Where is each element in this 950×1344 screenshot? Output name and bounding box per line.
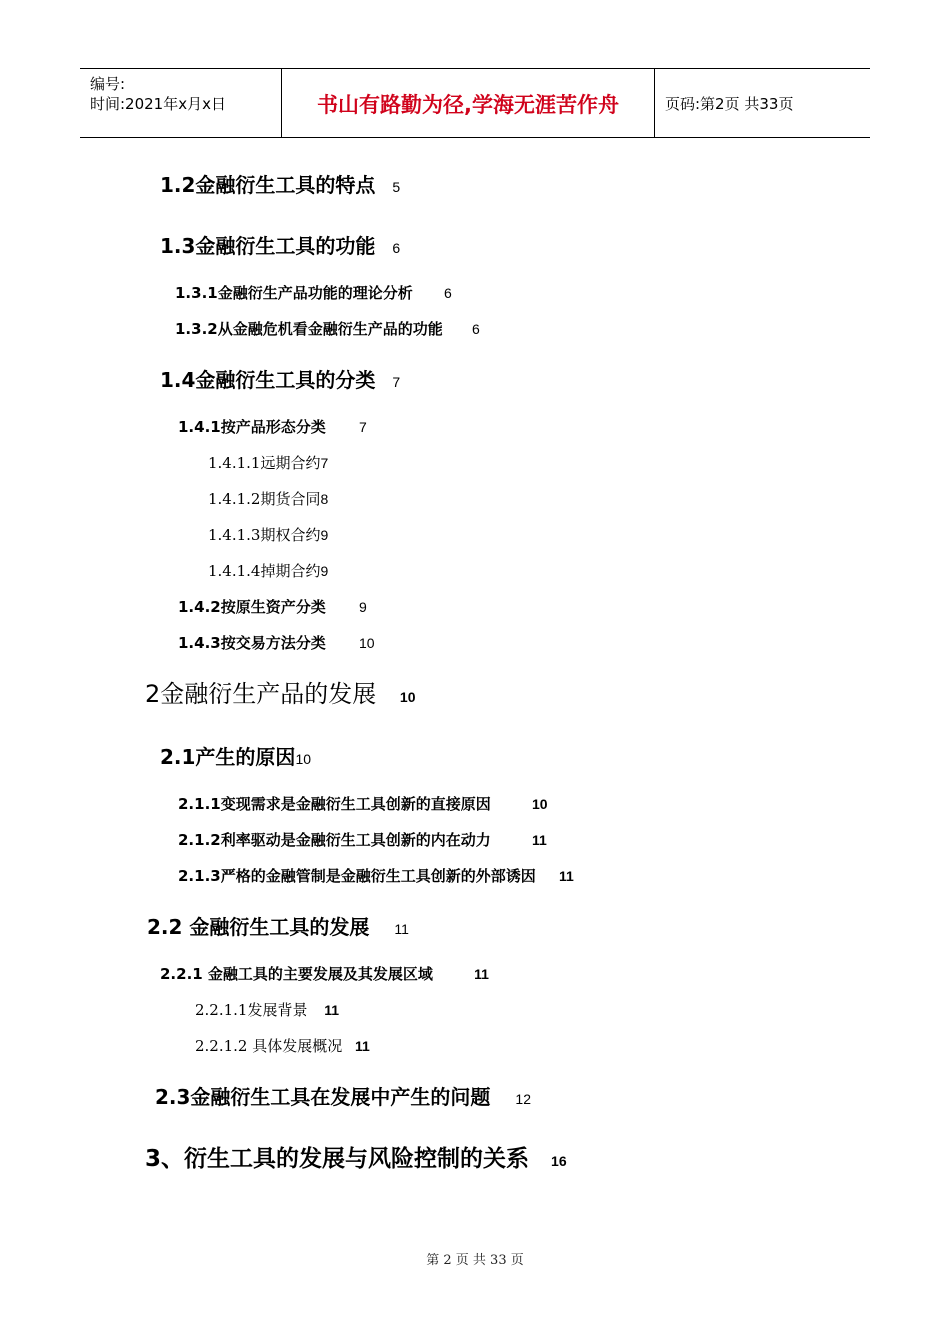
toc-entry-title: 1.3金融衍生工具的功能 [160, 234, 376, 258]
toc-entry-title: 2.2.1.1发展背景 [195, 1001, 308, 1019]
toc-entry[interactable] [195, 1039, 370, 1054]
toc-entry[interactable] [160, 236, 400, 256]
page-header [80, 68, 870, 138]
toc-entry-page: 9 [320, 563, 329, 579]
toc-entry-page: 11 [474, 966, 489, 982]
toc-entry[interactable] [160, 175, 400, 195]
toc-entry-page: 9 [358, 599, 367, 615]
toc-entry-page: 10 [295, 751, 312, 767]
toc-entry-title: 2.1.1变现需求是金融衍生工具创新的直接原因 [178, 795, 491, 813]
toc-entry-page: 8 [320, 491, 329, 507]
toc-entry-title: 1.4.2按原生资产分类 [178, 598, 326, 616]
toc-entry-title: 2金融衍生产品的发展 [145, 680, 377, 708]
document-number-label: 编号: [90, 75, 126, 93]
toc-entry-title: 2.3金融衍生工具在发展中产生的问题 [155, 1085, 491, 1109]
toc-entry[interactable] [178, 600, 367, 615]
toc-entry-title: 2.2.1.2 具体发展概况 [195, 1037, 343, 1055]
toc-entry-title: 3、衍生工具的发展与风险控制的关系 [145, 1146, 530, 1172]
toc-entry-page: 6 [392, 240, 401, 256]
toc-entry-page: 12 [515, 1091, 531, 1107]
toc-entry-page: 11 [558, 868, 574, 884]
toc-entry-page: 11 [324, 1002, 340, 1018]
toc-entry-page: 6 [443, 285, 452, 301]
header-page-info: 页码:第2页 共33页 [665, 95, 794, 113]
toc-entry-title: 1.4.1.1远期合约 [208, 454, 321, 472]
toc-entry-page: 10 [358, 635, 375, 651]
toc-entry[interactable] [175, 322, 480, 337]
toc-entry-page: 9 [320, 527, 329, 543]
toc-entry-page: 6 [471, 321, 480, 337]
toc-entry[interactable] [160, 967, 489, 982]
header-motto-cell [282, 69, 655, 137]
header-meta-cell [80, 69, 282, 137]
toc-entry-page: 10 [399, 689, 416, 705]
toc-entry[interactable] [208, 564, 328, 579]
toc-entry-page: 11 [394, 921, 409, 937]
toc-entry[interactable] [208, 528, 328, 543]
toc-entry[interactable] [178, 797, 548, 812]
toc-entry-title: 1.3.1金融衍生产品功能的理论分析 [175, 284, 413, 302]
toc-entry[interactable] [208, 456, 328, 471]
toc-entry-title: 1.2金融衍生工具的特点 [160, 173, 376, 197]
toc-entry-title: 1.4.3按交易方法分类 [178, 634, 326, 652]
toc-entry[interactable] [160, 370, 400, 390]
toc-entry-page: 11 [531, 832, 547, 848]
toc-entry-page: 16 [551, 1153, 567, 1169]
toc-entry[interactable] [160, 747, 311, 767]
toc-entry-title: 1.4.1按产品形态分类 [178, 418, 326, 436]
toc-entry[interactable] [145, 682, 416, 706]
header-page-cell [655, 69, 870, 137]
toc-entry-title: 1.3.2从金融危机看金融衍生产品的功能 [175, 320, 443, 338]
toc-entry-title: 1.4.1.4掉期合约 [208, 562, 321, 580]
toc-entry[interactable] [147, 917, 409, 937]
toc-entry-title: 1.4金融衍生工具的分类 [160, 368, 376, 392]
toc-entry-page: 7 [320, 455, 329, 471]
toc-entry-title: 2.2.1 金融工具的主要发展及其发展区域 [160, 965, 433, 983]
toc-entry-page: 10 [531, 796, 548, 812]
toc-entry-title: 2.1.2利率驱动是金融衍生工具创新的内在动力 [178, 831, 491, 849]
header-motto: 书山有路勤为径,学海无涯苦作舟 [317, 93, 619, 117]
toc-entry-page: 7 [392, 374, 401, 390]
toc-entry[interactable] [178, 636, 375, 651]
toc-entry-title: 2.1.3严格的金融管制是金融衍生工具创新的外部诱因 [178, 867, 536, 885]
toc-entry-page: 7 [358, 419, 367, 435]
toc-entry-page: 5 [392, 179, 401, 195]
toc-entry-title: 2.2 金融衍生工具的发展 [147, 915, 370, 939]
toc-entry[interactable] [178, 833, 547, 848]
toc-entry[interactable] [155, 1087, 531, 1107]
toc-entry[interactable] [195, 1003, 339, 1018]
toc-entry[interactable] [178, 420, 367, 435]
toc-entry-title: 2.1产生的原因 [160, 745, 296, 769]
toc-entry[interactable] [175, 286, 452, 301]
page-footer: 第 2 页 共 33 页 [426, 1253, 524, 1268]
toc-entry-title: 1.4.1.3期权合约 [208, 526, 321, 544]
document-date-label: 时间:2021年x月x日 [90, 95, 226, 113]
toc-entry-page: 11 [355, 1038, 370, 1054]
toc-entry[interactable] [178, 869, 574, 884]
toc-entry[interactable] [208, 492, 328, 507]
toc-entry[interactable] [145, 1148, 567, 1171]
toc-entry-title: 1.4.1.2期货合同 [208, 490, 321, 508]
